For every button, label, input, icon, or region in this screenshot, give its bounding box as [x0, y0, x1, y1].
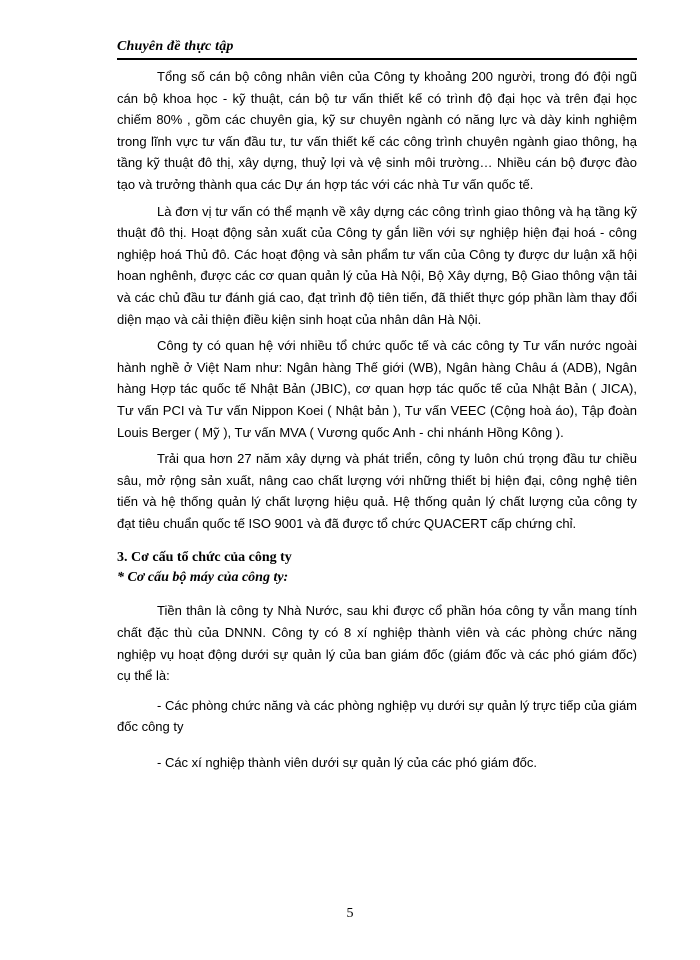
section-subheading: * Cơ cấu bộ máy của công ty: — [117, 570, 289, 586]
paragraph-structure-intro: Tiền thân là công ty Nhà Nước, sau khi được cổ phần hóa công ty vẫn mang tính chất đặc thù của DNNN. Công ty có 8 xí nghiệp thành viên và các phòng chức năng nghiệp vụ hoạt động dưới sự quản lý của ban giám đốc (giám đốc và các phó giám đốc) cụ thể là: — [117, 603, 637, 684]
paragraph-staff: Tổng số cán bộ công nhân viên của Công ty khoảng 200 người, trong đó đội ngũ cán bộ khoa học - kỹ thuật, cán bộ tư vấn thiết kế có trình độ đại học và trên đại học chiếm 80% , gồm các chuyên gia, kỹ sư chuyên ngành có năng lực và dày kinh nghiệm trong lĩnh vực tư vấn đầu tư, tư vấn thiết kế các công trình chuyên ngành giao thông, hạ tầng kỹ thuật đô thị, xây dựng, thuỷ lợi và vệ sinh môi trường… Nhiều cán bộ được đào tạo và trưởng thành qua các Dự án hợp tác với các nhà Tư vấn quốc tế. — [117, 69, 637, 192]
document-body — [117, 66, 637, 774]
header-title: Chuyên đề thực tập — [117, 39, 234, 54]
paragraph-international-relations: Công ty có quan hệ với nhiều tổ chức quốc tế và các công ty Tư vấn nước ngoài hành nghề ở Việt Nam như: Ngân hàng Thế giới (WB), Ngân hàng Châu á (ADB), Ngân hàng Hợp tác quốc tế Nhật Bản (JBIC), cơ quan hợp tác quốc tế của Nhật Bản ( JICA), Tư vấn PCI và Tư vấn Nippon Koei ( Nhật bản ), Tư vấn VEEC (Cộng hoà áo), Tập đoàn Louis Berger ( Mỹ ), Tư vấn MVA ( Vương quốc Anh - chi nhánh Hồng Kông ). — [117, 338, 637, 440]
list-item: - Các xí nghiệp thành viên dưới sự quản lý của các phó giám đốc. — [157, 755, 538, 771]
page-number: 5 — [346, 906, 354, 921]
list-item: - Các phòng chức năng và các phòng nghiệp vụ dưới sự quản lý trực tiếp của giám đốc công ty — [117, 697, 637, 735]
page-header — [117, 36, 637, 60]
paragraph-development: Trải qua hơn 27 năm xây dựng và phát triển, công ty luôn chú trọng đầu tư chiều sâu, mở rộng sản xuất, nâng cao chất lượng với những thiết bị hiện đại, công nghệ tiên tiến và hệ thống quản lý chất lượng hiệu quả. Hệ thống quản lý chất lượng của công ty đạt tiêu chuẩn quốc tế ISO 9001 và đã được tổ chức QUACERT cấp chứng chỉ. — [117, 451, 637, 531]
paragraph-strengths: Là đơn vị tư vấn có thể mạnh về xây dựng các công trình giao thông và hạ tầng kỹ thuật đô thị. Hoạt động sản xuất của Công ty gắn liền với sự nghiệp hiện đại hoá - công nghiệp hoá Thủ đô. Các hoạt động và sản phẩm tư vấn của Công ty được dư luận xã hội hoan nghênh, được các cơ quan quản lý của Hà Nội, Bộ Xây dựng, Bộ Giao thông vận tải và các chủ đầu tư đánh giá cao, đạt trình độ tiên tiến, đã thiết thực góp phần làm thay đổi diện mạo và cải thiện điều kiện sinh hoạt của nhân dân Hà Nội. — [117, 203, 637, 327]
section-heading: 3. Cơ cấu tổ chức của công ty — [117, 550, 292, 566]
